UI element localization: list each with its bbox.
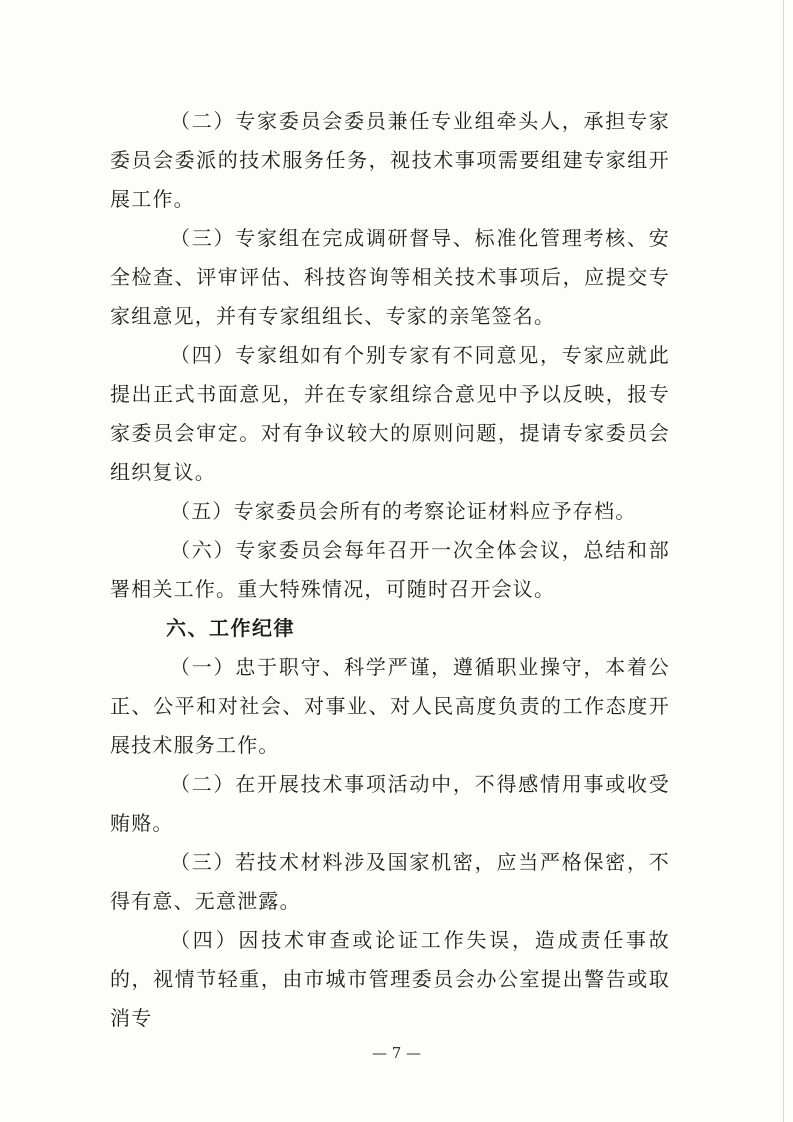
paragraph-discipline-1: （一）忠于职守、科学严谨，遵循职业操守，本着公正、公平和对社会、对事业、对人民高度负责的工作态度开展技术服务工作。 (110, 655, 670, 757)
paragraph-annual-meeting: （六）专家委员会每年召开一次全体会议，总结和部署相关工作。重大特殊情况，可随时召开会议。 (110, 538, 670, 601)
paragraph-expert-members-role: （二）专家委员会委员兼任专业组牵头人，承担专家委员会委派的技术服务任务，视技术事项需要组建专家组开展工作。 (110, 109, 670, 211)
paragraph-archiving: （五）专家委员会所有的考察论证材料应予存档。 (170, 499, 637, 523)
scan-edge-line (783, 0, 784, 1122)
paragraph-discipline-3: （三）若技术材料涉及国家机密，应当严格保密，不得有意、无意泄露。 (110, 850, 670, 913)
paragraph-discipline-4: （四）因技术审查或论证工作失误，造成责任事故的，视情节轻重，由市城市管理委员会办公室提出警告或取消专 (110, 928, 670, 1030)
paragraph-discipline-2: （二）在开展技术事项活动中，不得感情用事或收受贿赂。 (110, 772, 670, 835)
page-number: — 7 — (371, 1044, 422, 1062)
document-body (110, 102, 670, 1038)
paragraph-expert-group-opinion: （三）专家组在完成调研督导、标准化管理考核、安全检查、评审评估、科技咨询等相关技术事项后，应提交专家组意见，并有专家组组长、专家的亲笔签名。 (110, 226, 670, 328)
section-heading-work-discipline: 六、工作纪律 (166, 616, 295, 640)
paragraph-dissenting-opinion: （四）专家组如有个别专家有不同意见，专家应就此提出正式书面意见，并在专家组综合意见中予以反映，报专家委员会审定。对有争议较大的原则问题，提请专家委员会组织复议。 (110, 343, 670, 484)
